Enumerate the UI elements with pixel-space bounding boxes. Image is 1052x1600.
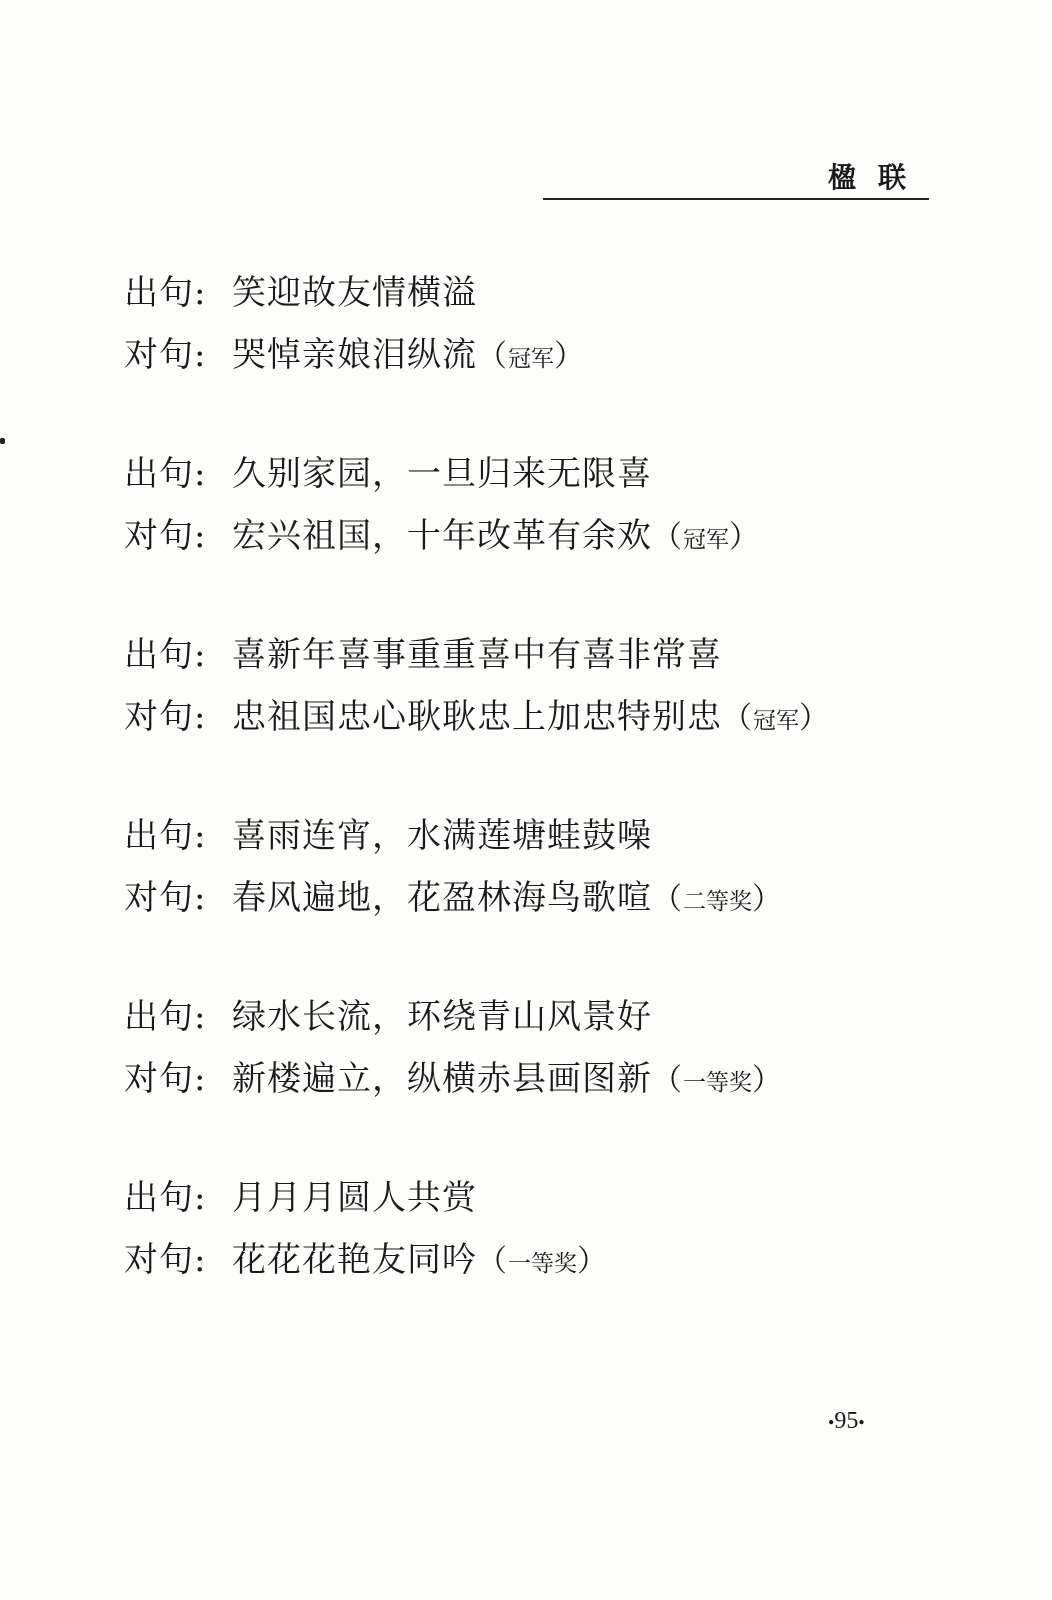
first-line-label: 出句: [124, 635, 194, 675]
award-label: 冠军: [753, 708, 799, 734]
first-line-label: 出句: [124, 273, 194, 313]
award-label: 冠军: [508, 346, 554, 372]
second-line-text: 宏兴祖国，十年改革有余欢: [232, 516, 652, 556]
second-line-text: 春风遍地，花盈林海鸟歌喧: [232, 878, 652, 918]
award-label: 一等奖: [508, 1251, 577, 1277]
second-line-label: 对句: [124, 878, 194, 918]
second-line: 对句: 春风遍地，花盈林海鸟歌喧（二等奖）: [124, 867, 984, 929]
couplet-6: [124, 1167, 984, 1348]
first-line-text: 绿水长流，环绕青山风景好: [232, 997, 652, 1037]
first-line: 出句: 月月月圆人共赏: [124, 1167, 984, 1229]
second-line-label: 对句: [124, 1059, 194, 1099]
first-line-text: 久别家园，一旦归来无限喜: [232, 454, 652, 494]
first-line-text: 喜雨连宵，水满莲塘蛙鼓噪: [232, 816, 652, 856]
couplet-3: [124, 624, 984, 805]
first-line-text: 喜新年喜事重重喜中有喜非常喜: [232, 635, 722, 675]
award-label: 冠军: [683, 527, 729, 553]
couplet-list: [124, 262, 984, 1348]
award-label: 二等奖: [683, 889, 752, 915]
first-line: 出句: 笑迎故友情横溢: [124, 262, 984, 324]
running-title: 楹联: [827, 161, 928, 194]
scan-speck: [0, 438, 5, 444]
couplet-2: [124, 443, 984, 624]
first-line: 出句: 喜新年喜事重重喜中有喜非常喜: [124, 624, 984, 686]
second-line: 对句: 忠祖国忠心耿耿忠上加忠特别忠（冠军）: [124, 686, 984, 748]
couplet-5: [124, 986, 984, 1167]
second-line-label: 对句: [124, 516, 194, 556]
first-line-label: 出句: [124, 1178, 194, 1218]
page-number: •95•: [828, 1408, 865, 1434]
couplet-4: [124, 805, 984, 986]
second-line-label: 对句: [124, 1240, 194, 1280]
first-line: 出句: 久别家园，一旦归来无限喜: [124, 443, 984, 505]
second-line: 对句: 花花花艳友同吟（一等奖）: [124, 1229, 984, 1291]
second-line-text: 忠祖国忠心耿耿忠上加忠特别忠: [232, 697, 722, 737]
first-line-label: 出句: [124, 816, 194, 856]
page-number-value: 95: [834, 1408, 859, 1434]
first-line: 出句: 喜雨连宵，水满莲塘蛙鼓噪: [124, 805, 984, 867]
award-label: 一等奖: [683, 1070, 752, 1096]
header-rule: [543, 198, 929, 200]
second-line-text: 新楼遍立，纵横赤县画图新: [232, 1059, 652, 1099]
first-line: 出句: 绿水长流，环绕青山风景好: [124, 986, 984, 1048]
second-line-text: 哭悼亲娘泪纵流: [232, 335, 477, 375]
second-line-label: 对句: [124, 335, 194, 375]
first-line-label: 出句: [124, 454, 194, 494]
second-line-text: 花花花艳友同吟: [232, 1240, 477, 1280]
first-line-text: 月月月圆人共赏: [232, 1178, 477, 1218]
second-line: 对句: 哭悼亲娘泪纵流（冠军）: [124, 324, 984, 386]
first-line-label: 出句: [124, 997, 194, 1037]
second-line: 对句: 新楼遍立，纵横赤县画图新（一等奖）: [124, 1048, 984, 1110]
couplet-1: [124, 262, 984, 443]
second-line-label: 对句: [124, 697, 194, 737]
second-line: 对句: 宏兴祖国，十年改革有余欢（冠军）: [124, 505, 984, 567]
first-line-text: 笑迎故友情横溢: [232, 273, 477, 313]
